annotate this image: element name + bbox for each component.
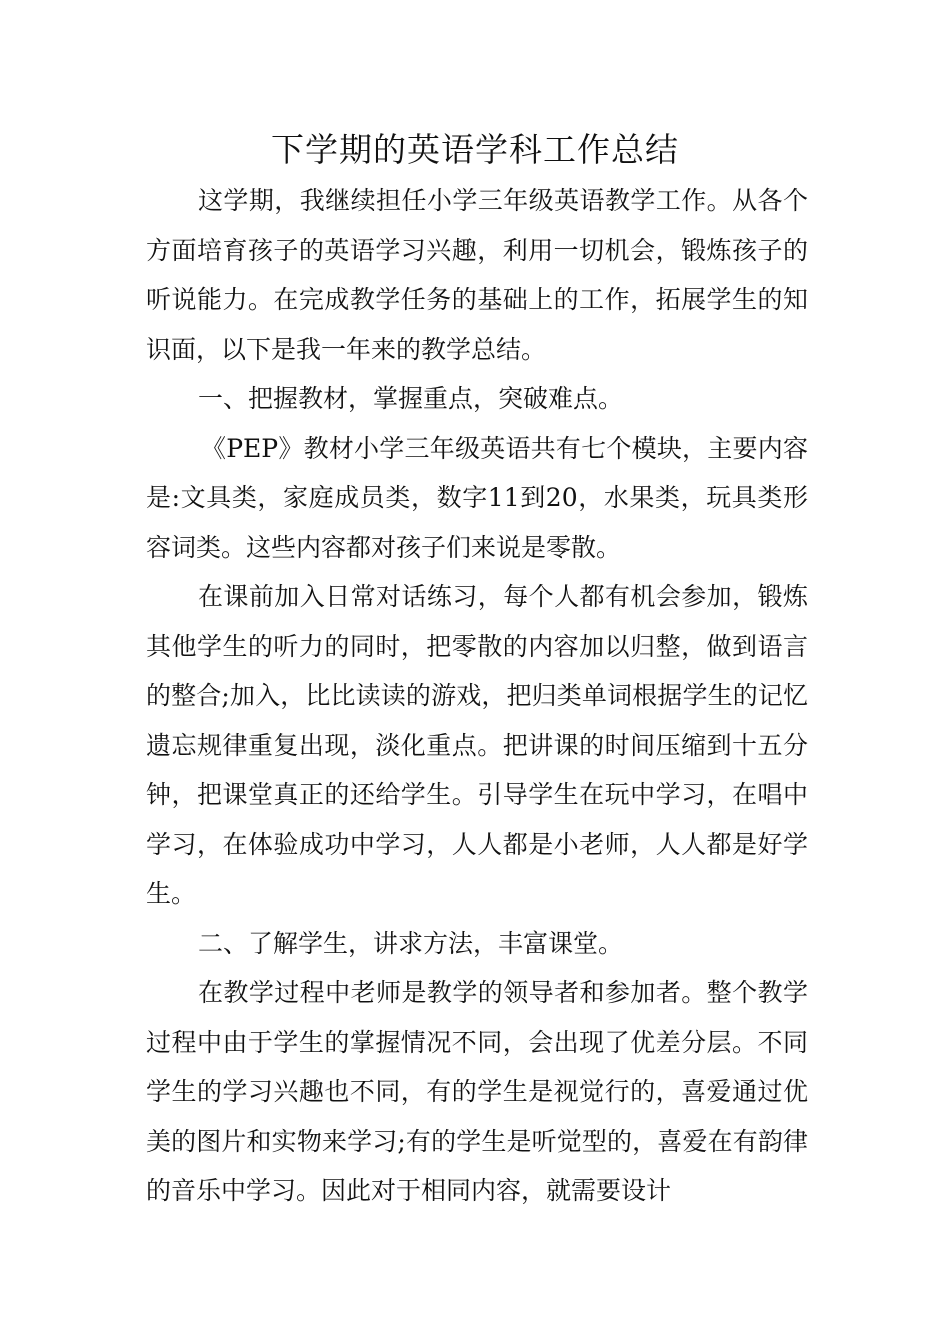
section-heading-1: 一、把握教材，掌握重点，突破难点。	[198, 384, 624, 413]
document-title: 下学期的英语学科工作总结	[271, 130, 679, 169]
paragraph-textbook: 《PEP》教材小学三年级英语共有七个模块，主要内容是:文具类，家庭成员类，数字11到20，水果类，玩具类形容词类。这些内容都对孩子们来说是零散。	[146, 433, 808, 562]
section-heading-2: 二、了解学生，讲求方法，丰富课堂。	[198, 928, 624, 958]
paragraph-teaching-process: 在教学过程中老师是教学的领导者和参加者。整个教学过程中由于学生的掌握情况不同，会出现了优差分层。不同学生的学习兴趣也不同，有的学生是视觉行的，喜爱通过优美的图片和实物来学习;有的学生是听觉型的，喜爱在有韵律的音乐中学习。因此对于相同内容，就需要设计	[146, 978, 808, 1205]
paragraph-intro: 这学期，我继续担任小学三年级英语教学工作。从各个方面培育孩子的英语学习兴趣，利用一切机会，锻炼孩子的听说能力。在完成教学任务的基础上的工作，拓展学生的知识面，以下是我一年来的教学总结。	[146, 186, 808, 364]
paragraph-classroom: 在课前加入日常对话练习，每个人都有机会参加，锻炼其他学生的听力的同时，把零散的内容加以归整，做到语言的整合;加入，比比读读的游戏，把归类单词根据学生的记忆遗忘规律重复出现，淡化重点。把讲课的时间压缩到十五分钟，把课堂真正的还给学生。引导学生在玩中学习，在唱中学习，在体验成功中学习，人人都是小老师，人人都是好学生。	[146, 582, 808, 908]
document-body	[146, 176, 808, 1216]
